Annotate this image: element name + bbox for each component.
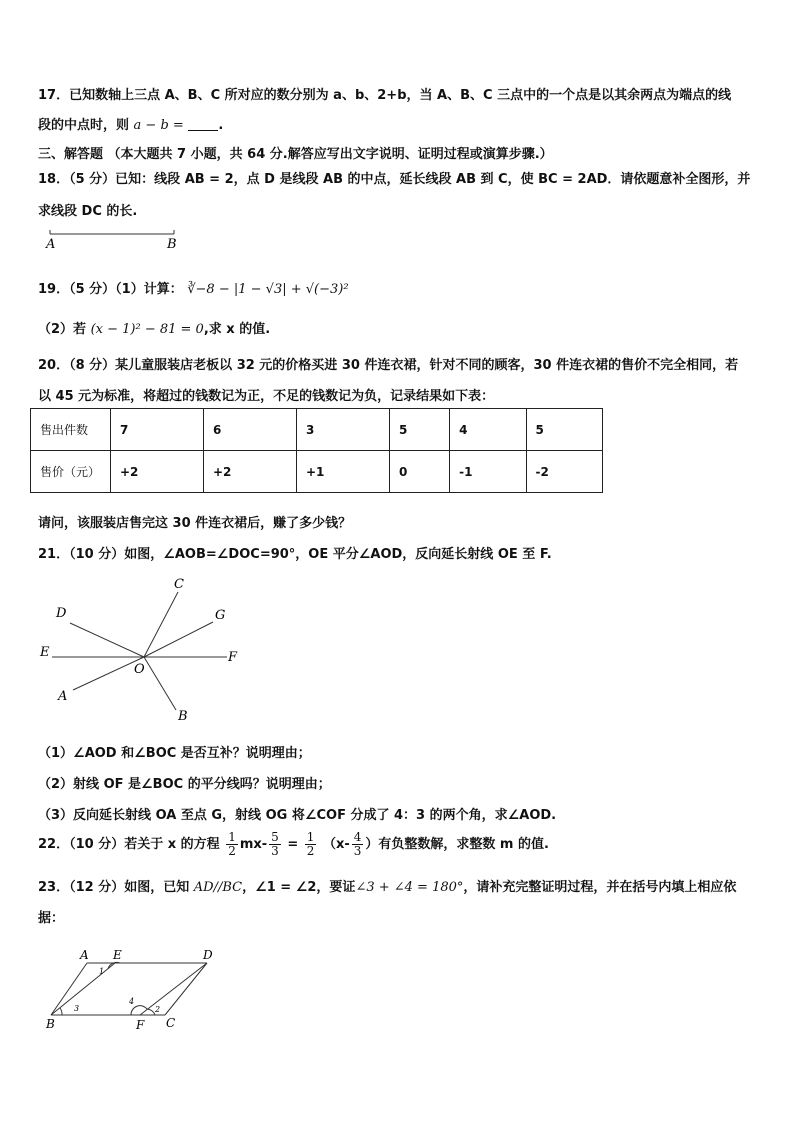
q23-prefix: 23．（12 分）如图，已知: [38, 880, 190, 895]
label-e: E: [40, 645, 50, 660]
q23-condition-parallel: AD//BC: [193, 880, 243, 895]
segment-be: [51, 963, 115, 1015]
label-g: G: [215, 608, 226, 623]
table-cell: +2: [204, 451, 297, 493]
q19-part2-suffix: ,求 x 的值.: [203, 322, 271, 337]
q20-line2: 以 45 元为标准，将超过的钱数记为正，不足的钱数记为负，记录结果如下表：: [38, 389, 495, 404]
angle-1-label: 1: [99, 967, 105, 976]
section-3-heading: 三、解答题 （本大题共 7 小题，共 64 分.解答应写出文字说明、证明过程或演算步骤.）: [38, 147, 553, 162]
q21-sub2: （2）射线 OF 是∠BOC 的平分线吗？说明理由；: [38, 777, 331, 792]
q17-line1: 17．已知数轴上三点 A、B、C 所对应的数分别为 a、b、2+b，当 A、B、C 三点中的一个点是以其余两点为端点的线: [38, 88, 732, 103]
numerator: 1: [306, 830, 315, 844]
q21-sub1: （1）∠AOD 和∠BOC 是否互补？说明理由；: [38, 746, 311, 761]
label-a: A: [58, 689, 68, 704]
q18-line2: 求线段 DC 的长.: [38, 204, 138, 219]
angle-2-arc: [147, 1009, 155, 1015]
table-cell: +1: [297, 451, 390, 493]
table-cell: 6: [204, 409, 297, 451]
label-d: D: [56, 606, 67, 621]
label-b: B: [178, 709, 188, 724]
table-cell: 0: [390, 451, 450, 493]
denominator: 3: [271, 844, 279, 858]
table-cell: 4: [450, 409, 526, 451]
label-b: B: [167, 237, 177, 252]
denominator: 3: [353, 844, 362, 858]
label-a: A: [46, 237, 56, 252]
label-c: C: [166, 1016, 176, 1030]
q17-line2-suffix: .: [218, 118, 224, 133]
table-cell: 3: [297, 409, 390, 451]
table-cell: 5: [390, 409, 450, 451]
table-cell: 5: [526, 409, 602, 451]
numerator: 5: [271, 830, 279, 844]
angle-4-label: 4: [129, 997, 135, 1006]
q18-line1: 18．（5 分）已知：线段 AB = 2，点 D 是线段 AB 的中点，延长线段 AB 到 C，使 BC = 2AD．请依题意补全图形，并: [38, 172, 751, 187]
label-e: E: [113, 948, 122, 962]
angle-3-arc: [60, 1008, 62, 1015]
q17-expression: a − b =: [133, 118, 184, 133]
numerator: 1: [228, 830, 236, 844]
q22-paren-open: （x-: [322, 837, 350, 852]
denominator: 2: [228, 844, 236, 858]
q22-mx: mx-: [239, 837, 268, 852]
q23-line2: 据：: [38, 911, 65, 926]
q19-part2-label: （2）若: [38, 322, 87, 337]
table-cell: -1: [450, 451, 526, 493]
q19-part1-label: 19．（5 分）（1）计算：: [38, 282, 183, 297]
q19-part1-expression: ∛−8 − |1 − √3| + √(−3)²: [187, 282, 349, 297]
table-cell: 7: [111, 409, 204, 451]
q17-line2-prefix: 段的中点时，则: [38, 118, 130, 133]
q23-goal: ∠3 + ∠4 = 180°: [355, 880, 464, 895]
label-c: C: [174, 577, 184, 592]
table-row-header: 售价（元）: [31, 451, 111, 493]
label-o: O: [134, 662, 145, 677]
angle-3-label: 3: [74, 1004, 80, 1013]
q23-suffix: ，请补充完整证明过程，并在括号内填上相应依: [463, 880, 737, 895]
q23-condition-angles: ，∠1 = ∠2: [242, 880, 317, 895]
q19-part2-expression: (x − 1)² − 81 = 0: [90, 322, 204, 337]
q21-stem: 21．（10 分）如图，∠AOB=∠DOC=90°，OE 平分∠AOD，反向延长射线 OE 至 F.: [38, 547, 552, 562]
q23-mid: ，要证: [316, 880, 356, 895]
q22-suffix: ）有负整数解，求整数 m 的值.: [365, 837, 549, 852]
label-f: F: [228, 650, 238, 665]
q20-line1: 20．（8 分）某儿童服装店老板以 32 元的价格买进 30 件连衣裙，针对不同的顾客，30 件连衣裙的售价不完全相同，若: [38, 358, 739, 373]
segment-ab: [51, 963, 87, 1015]
table-cell: +2: [111, 451, 204, 493]
segment-cd: [165, 963, 207, 1015]
segment-fd: [140, 963, 207, 1015]
angle-2-label: 2: [155, 1005, 161, 1014]
q20-question: 请问，该服装店售完这 30 件连衣裙后，赚了多少钱？: [38, 516, 352, 531]
label-a: A: [80, 948, 89, 962]
table-cell: -2: [526, 451, 602, 493]
q22-equals: =: [287, 837, 299, 852]
angle-4-arc: [131, 1006, 147, 1015]
label-f: F: [136, 1018, 145, 1032]
numerator: 4: [353, 830, 362, 844]
table-row-header: 售出件数: [31, 409, 111, 451]
q22-prefix: 22．（10 分）若关于 x 的方程: [38, 837, 220, 852]
label-d: D: [203, 948, 213, 962]
label-b: B: [46, 1017, 55, 1031]
q21-sub3: （3）反向延长射线 OA 至点 G，射线 OG 将∠COF 分成了 4：3 的两个角，求∠AOD.: [38, 808, 557, 823]
denominator: 2: [306, 844, 315, 858]
